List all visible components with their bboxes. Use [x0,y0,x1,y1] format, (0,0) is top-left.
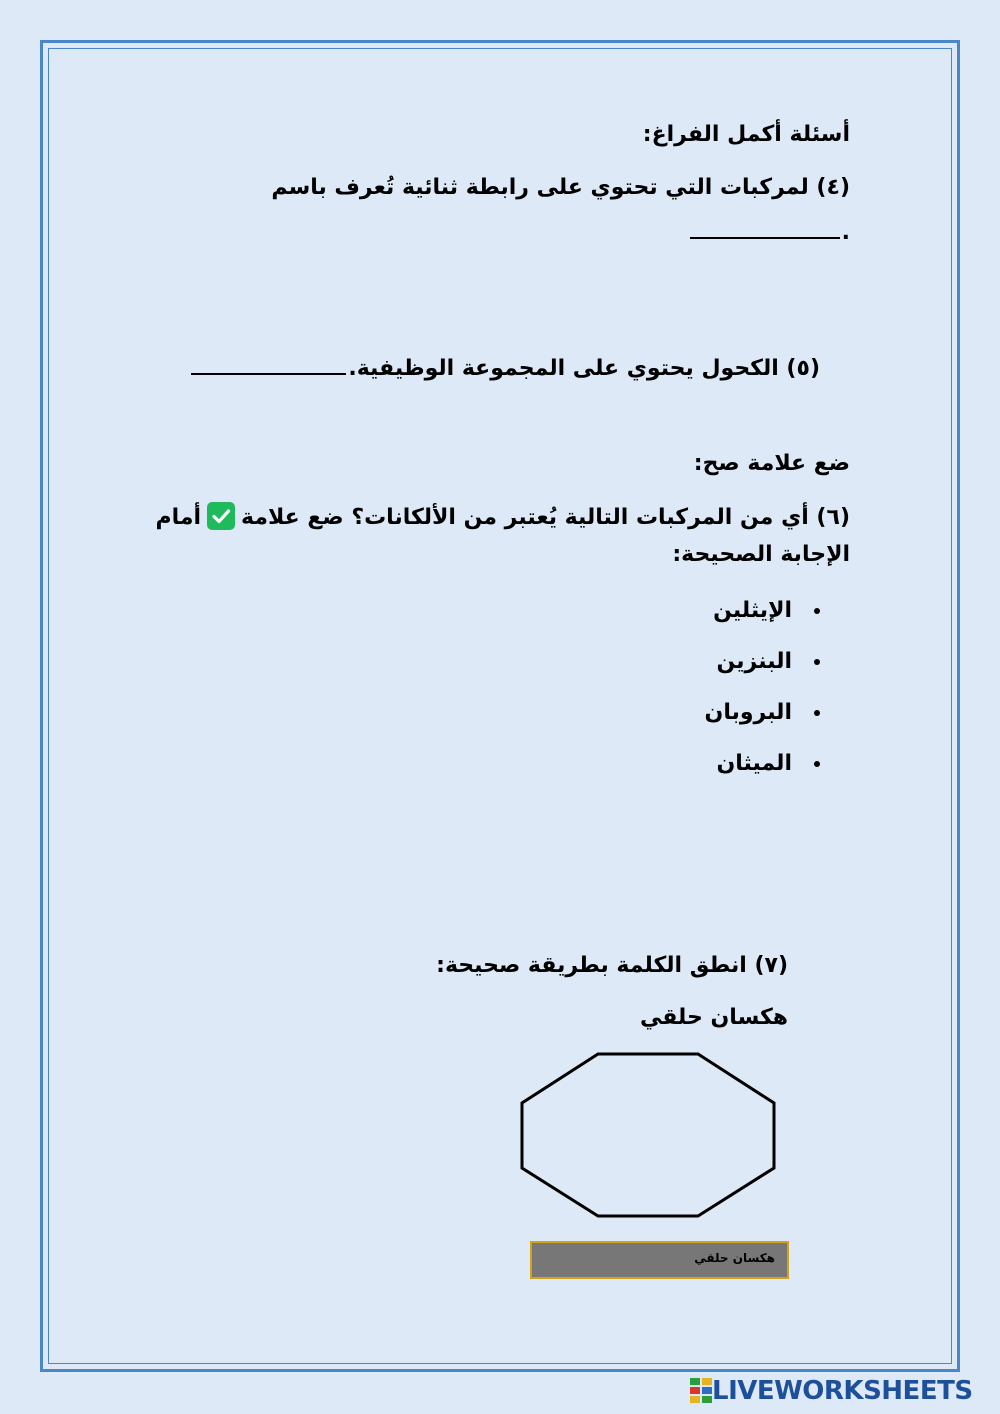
option-benzene[interactable] [716,649,820,674]
question-5-blank[interactable] [191,373,346,375]
option-label: البنزين [716,649,792,674]
question-5-row [189,356,820,382]
option-methane[interactable] [716,751,820,776]
question-6-text-end: أمام [155,505,202,530]
spoken-word: هكسان حلقي [639,1005,788,1030]
option-ethylene[interactable] [713,598,820,623]
speech-answer-box[interactable] [530,1241,789,1279]
bullet-icon [814,608,820,614]
option-label: البروبان [704,700,792,725]
question-6-text: (٦) أي من المركبات التالية يُعتبر من الألكانات؟ ضع علامة [241,505,850,530]
question-6-row [155,504,850,532]
brand-name: LIVEWORKSHEETS [712,1376,973,1406]
question-4-blank[interactable] [690,237,840,239]
option-label: الميثان [716,751,792,776]
question-4-line2 [688,220,850,246]
question-4-text: (٤) لمركبات التي تحتوي على رابطة ثنائية تُعرف باسم [271,175,850,200]
fill-blank-heading: أسئلة أكمل الفراغ: [642,122,850,147]
cyclohexane-octagon-shape [518,1050,780,1222]
check-heading: ضع علامة صح: [693,451,850,476]
speech-answer-text: هكسان حلقي [694,1251,775,1265]
liveworksheets-logo [690,1376,973,1406]
bullet-icon [814,659,820,665]
question-7-text: (٧) انطق الكلمة بطريقة صحيحة: [436,953,788,978]
option-propane[interactable] [705,700,820,725]
logo-grid-icon [690,1378,712,1404]
question-6-line2: الإجابة الصحيحة: [672,542,850,567]
question-4-period: . [841,220,850,245]
bullet-icon [814,761,820,767]
option-label: الإيثلين [713,598,792,623]
bullet-icon [814,710,820,716]
question-5-text: (٥) الكحول يحتوي على المجموعة الوظيفية. [348,356,820,381]
checkmark-icon [207,502,235,530]
